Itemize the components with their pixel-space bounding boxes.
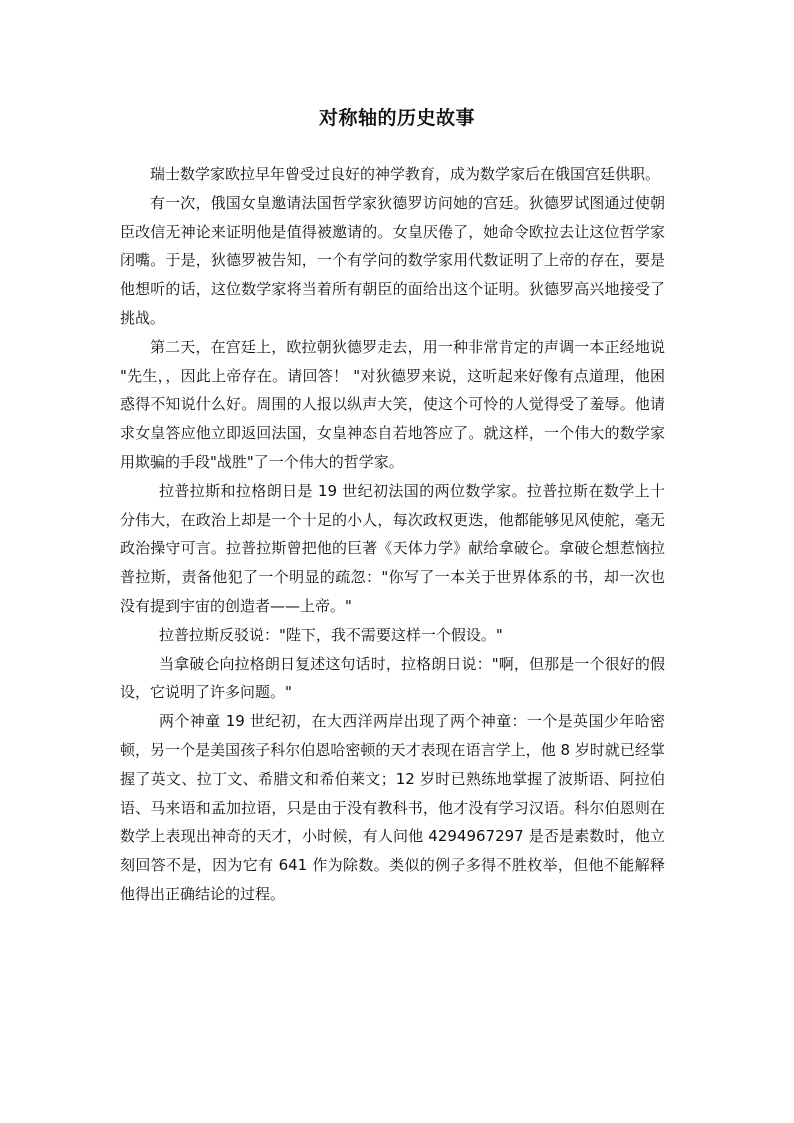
paragraph-laplace-reply: 拉普拉斯反驳说："陛下，我不需要这样一个假设。" — [159, 625, 503, 644]
document-title: 对称轴的历史故事 — [318, 107, 475, 129]
paragraph-laplace-lagrange: 拉普拉斯和拉格朗日是 19 世纪初法国的两位数学家。拉普拉斯在数学上十分伟大，在政治上却是一个十足的小人，每次政权更迭，他都能够见风使舵，毫无政治操守可言。拉普拉斯曾把他的巨著《天体力学》献给拿破仑。拿破仑想惹恼拉普拉斯，责备他犯了一个明显的疏忽："你写了一本关于世界体系的书，却一次也没有提到宇宙的创造者——上帝。" — [120, 481, 665, 615]
paragraph-diderot-invitation: 有一次，俄国女皇邀请法国哲学家狄德罗访问她的宫廷。狄德罗试图通过使朝臣改信无神论来证明他是值得被邀请的。女皇厌倦了，她命令欧拉去让这位哲学家闭嘴。于是，狄德罗被告知，一个有学问的数学家用代数证明了上帝的存在，要是他想听的话，这位数学家将当着所有朝臣的面给出这个证明。狄德罗高兴地接受了挑战。 — [120, 193, 665, 327]
paragraph-euler-challenge: 第二天，在宫廷上，欧拉朝狄德罗走去，用一种非常肯定的声调一本正经地说 "先生，，因此上帝存在。请回答！ "对狄德罗来说，这听起来好像有点道理，他困惑得不知说什么好。周围的人报以纵声大笑，使这个可怜的人觉得受了羞辱。他请求女皇答应他立即返回法国，女皇神态自若地答应了。就这样，一个伟大的数学家用欺骗的手段"战胜"了一个伟大的哲学家。 — [120, 337, 665, 471]
paragraph-lagrange-reply: 当拿破仑向拉格朗日复述这句话时，拉格朗日说："啊，但那是一个很好的假设，它说明了许多问题。" — [120, 654, 665, 702]
paragraph-euler-intro: 瑞士数学家欧拉早年曾受过良好的神学教育，成为数学家后在俄国宫廷供职。 — [150, 165, 661, 183]
paragraph-child-prodigies: 两个神童 19 世纪初，在大西洋两岸出现了两个神童：一个是英国少年哈密顿，另一个是美国孩子科尔伯恩哈密顿的天才表现在语言学上，他 8 岁时就已经掌握了英文、拉丁文、希腊文和希伯莱文；12 岁时已熟练地掌握了波斯语、阿拉伯语、马来语和孟加拉语，只是由于没有教科书，他才没有学习汉语。科尔伯恩则在数学上表现出神奇的天才，小时候，有人问他 4294967297 是否是素数时，他立刻回答不是，因为它有 641 作为除数。类似的例子多得不胜枚举，但他不能解释他得出正确结论的过程。 — [120, 712, 665, 903]
document-body — [120, 160, 665, 909]
